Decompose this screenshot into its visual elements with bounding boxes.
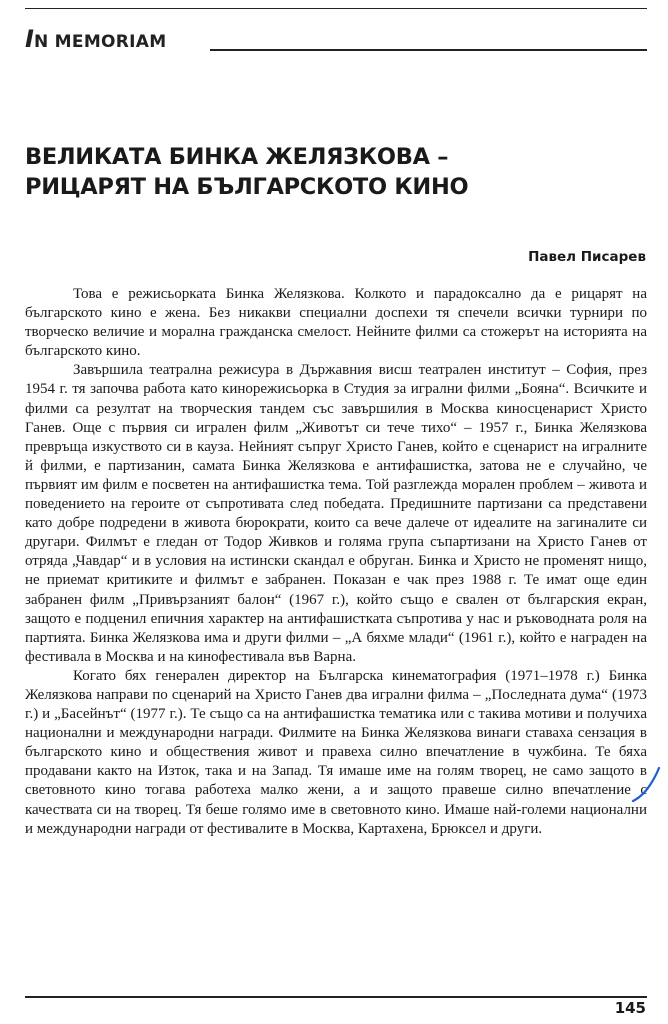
page-number: 145 [614,999,646,1017]
blue-pen-tick-icon [630,765,662,805]
article-title-line-1: ВЕЛИКАТА БИНКА ЖЕЛЯЗКОВА – [25,144,449,170]
paragraph-3: Когато бях генерален директор на Българска кинематография (1971–1978 г.) Бинка Желязкова направи по сценарий на Христо Ганев два игрални филма – „Последната дума“ (1973 г.) и „Басейнът“ (1977 г.). Те също са на антифашистка тематика или с такива мотиви и получиха национални и международни награди. Филмите на Бинка Желязкова винаги ставаха сензация в българското кино и обществения живот и правеха силно впечатление в чужбина. Те бяха продавани както на Изток, така и на Запад. Тя имаше име на голям творец, не само защото в световното кино тогава работеха малко жени, а и защото правеше силно впечатление с качествата си на творец. Тя беше голямо име в световното кино. Имаше най-големи национални и международни награди от фестивалите в Москва, Картахена, Брюксел и други. [25,667,647,837]
article-body [25,285,647,839]
section-header [25,8,647,54]
paragraph-1: Това е режисьорката Бинка Желязкова. Колкото и парадоксално да е рицарят на българското кино е жена. Без никакви специални доспехи тя спечели всички турнири по творческо величие и морална гражданска смелост. Нейните филми са стожерът на историята на българското кино. [25,286,647,360]
section-title [25,25,167,53]
section-initial: I [25,25,34,53]
article-title [25,142,645,202]
section-rule [210,49,647,51]
footer-rule [25,996,647,998]
article-title-line-2: РИЦАРЯТ НА БЪЛГАРСКОТО КИНО [25,174,469,200]
article-author: Павел Писарев [528,249,646,265]
section-title-rest: N MEMORIAM [33,32,167,52]
paragraph-2: Завършила театрална режисура в Държавния висш театрален институт – София, през 1954 г. тя започва работа като кинорежисьорка в Студия за игрални филми „Бояна“. Всичките и филми са резултат на творческия тандем със завършилия в Москва киносценарист Христо Ганев. Още с първия си игрален филм „Животът си тече тихо“ – 1957 г., Бинка Желязкова превръща изкуството си в кауза. Нейният съпруг Христо Ганев, който е сценарист на игралните й филми, е партизанин, самата Бинка Желязкова е антифашистка, затова не е случайно, че първият им филм е посветен на антифашистка тема. Той разглежда морален проблем – живота и поведението на героите от съпротивата след победата. Предишните партизани са представени като добре подредени в живота бюрократи, които са вече далече от идеалите на загиналите си другари. Филмът е гледан от Тодор Живков и голяма група съпартизани на Христо Ганев от отряда „Чавдар“ и в условия на истински скандал е обруган. Бинка и Христо не променят нищо, не приемат критиките и филмът е забранен. Показан е чак през 1988 г. Те имат още един забранен филм „Привързаният балон“ (1967 г.), който също е свален от българския екран, защото е подценил епичния характер на антифашистката съпротива у нас и ръководната роля на партията. Бинка Желязкова има и други филми – „А бяхме млади“ (1961 г.), който е награден на фестивала в Москва и на кинофестивала във Варна. [25,362,647,665]
